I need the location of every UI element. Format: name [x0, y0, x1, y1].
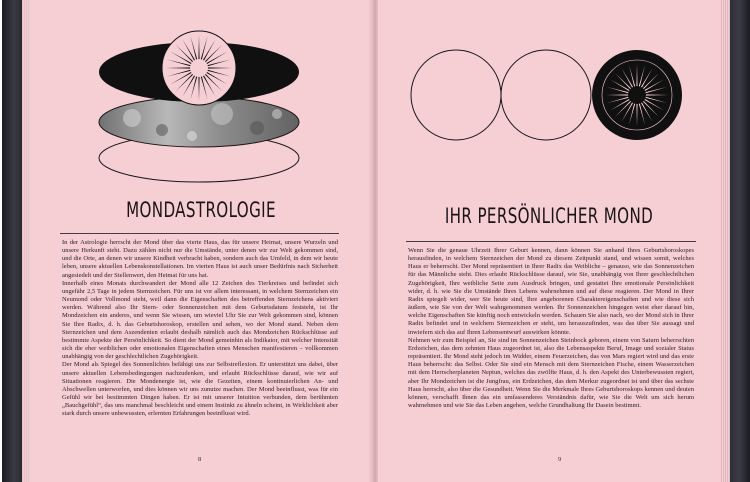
right-page — [378, 0, 720, 482]
title-rule — [60, 233, 339, 234]
book-cover-right — [728, 0, 750, 482]
page-title: IHR PERSÖNLICHER MOND — [444, 204, 654, 228]
page-number: 8 — [198, 456, 202, 463]
page-number: 9 — [558, 456, 562, 463]
moon-ellipses-illustration — [92, 10, 307, 190]
left-page — [30, 0, 372, 482]
body-text — [62, 239, 338, 418]
outline-circle — [411, 50, 501, 140]
paragraph: Nehmen wir zum Beispiel an, Sie sind im Sonnenzeichen Steinbock geboren, einem von Saturn beherrschten Erdzeichen, das dem zehnten Haus zugeordnet ist, also die Lebensaspekte Beruf, Image und sozialer Status repräsentiert. Ihr Mond steht jedoch im Widder, einem Feuerzeichen, das von Mars regiert wird und das erste Haus beherrscht: das Selbst. Oder Sie sind ein Mensch mit dem Sternzeichen Fische, einem Wasserzeichen mit dem Herrscherplaneten Neptun, welches das zwölfte Haus, d. h. den Aspekt des Unterbewussten regiert, aber Ihr Mondzeichen ist die Jungfrau, ein Erdzeichen, das dem Merkur zugeordnet ist und über das sechste Haus herrscht, also über die Gesundheit. Wenn Sie die Merkmale Ihres Geburtshoroskops kennen und deuten können, verschafft Ihnen das ein umfassenderes Verständnis dafür, wie Sie die Welt um sich herum wahrnehmen und wie Sie das Leben angehen, welche Grundhaltung Ihr Dasein bestimmt. — [408, 336, 694, 409]
paragraph: Der Mond als Spiegel des Sonnenlichtes befähigt uns zur Selbstreflexion. Er unterstützt uns dabei, über unsere aktuellen Lebensbedingungen nachzudenken, und erlaubt Rückschlüsse darauf, wie wir auf Situationen reagieren. Die Mondenergie ist, wie die Gezeiten, einem kontinuierlichen An- und Abschwellen unterworfen, und dies können wir uns zunutze machen. Der Mond beeinflusst, was für ein Gefühl wir bei bestimmten Dingen haben. Er ist mit unserer Intuition verbunden, dem berühmten „Bauchgefühl“, das uns manchmal beschleicht und einem Instinkt zu ähneln scheint, in Wirklichkeit aber stark durch unsere unbewussten, erlernten Erfahrungen beeinflusst wird. — [62, 361, 338, 418]
paragraph: Innerhalb eines Monats durchwandert der Mond alle 12 Zeichen des Tierkreises und befindet sich ungefähr 2,5 Tage in jedem Sternzeichen. Für uns ist vor allem interessant, in welchem Sternzeichen ein Neumond oder Vollmond steht, weil dann die Eigenschaften des betreffenden Sternzeichens aktiviert werden. Während also Ihr Stern- oder Sonnenzeichen mit dem Geburtsdatum feststeht, ist Ihr Mondzeichen ein anderes, und wenn Sie wissen, um wieviel Uhr Sie zur Welt gekommen sind, können Sie Ihre Radix, d. h. das Geburtshoroskop, erstellen und sehen, wo der Mond stand. Neben dem Sternzeichen und dem Aszendenten erlaubt deshalb nämlich auch das Mondzeichen Rückschlüsse auf bestimmte Aspekte der Persönlichkeit. So dient der Mond gemeinhin als Indikator, mit welcher Intensität sich die eher weiblichen oder emotionalen Eigenschaften eines Menschen manifestieren – vollkommen unabhängig von der geschlechtlichen Zugehörigkeit. — [62, 279, 338, 361]
paragraph: Wenn Sie die genaue Uhrzeit Ihrer Geburt kennen, dann können Sie anhand Ihres Geburtshoroskopes herausfinden, in welchem Sternzeichen der Mond zu diesem Zeitpunkt stand, und wissen somit, welches Haus er beherrscht. Der Mond repräsentiert in Ihrer Radix das Weibliche – genauso, wie das Sonnenzeichen für das Männliche steht. Dies erlaubt Rückschlüsse darauf, wie Sie, unabhängig von Ihrer geschlechtlichen Zugehörigkeit, Ihre weibliche Seite zum Ausdruck bringen, und gestattet Ihre emotionale Persönlichkeit wider, d. h. wie Sie die Umstände Ihres Lebens wahrnehmen und auf diese reagieren. Der Mond in Ihrer Radix spiegelt wider, wer Sie heute sind, Ihre angeborenen Charaktereigenschaften und wie diese sich äußern, wie Sie von der Welt wahrgenommen werden. Ihr Sonnenzeichen hingegen weist eher darauf hin, welche Eigenschaften Sie künftig noch entwickeln werden. Schauen Sie also nach, wo der Mond sich in Ihrer Radix befindet und in welchem Sternzeichen er steht, um herauszufinden, was das über Sie aussagt und inwiefern sich das auf Ihren Lebensentwurf auswirken könnte. — [408, 247, 694, 336]
paragraph: In der Astrologie herrscht der Mond über das vierte Haus, das für unsere Heimat, unsere Wurzeln und unsere Herkunft steht. Dazu zählen nicht nur die Umstände, unter denen wir zur Welt gekommen sind, und die Orte, an denen wir unsere Kindheit verbracht haben, sondern auch das Umfeld, in dem wir heute leben, unsere aktuellen Lebenskonstellationen. Im vierten Haus ist auch unser Bedürfnis nach Sicherheit angesiedelt und der Stellenwert, den Heimat für uns hat. — [62, 239, 338, 279]
title-rule — [406, 241, 696, 242]
body-text — [408, 247, 694, 410]
book-cover-left — [2, 0, 22, 482]
page-title: MONDASTROLOGIE — [126, 198, 276, 222]
moon-phases-illustration — [410, 36, 695, 154]
outline-circle — [501, 50, 591, 140]
